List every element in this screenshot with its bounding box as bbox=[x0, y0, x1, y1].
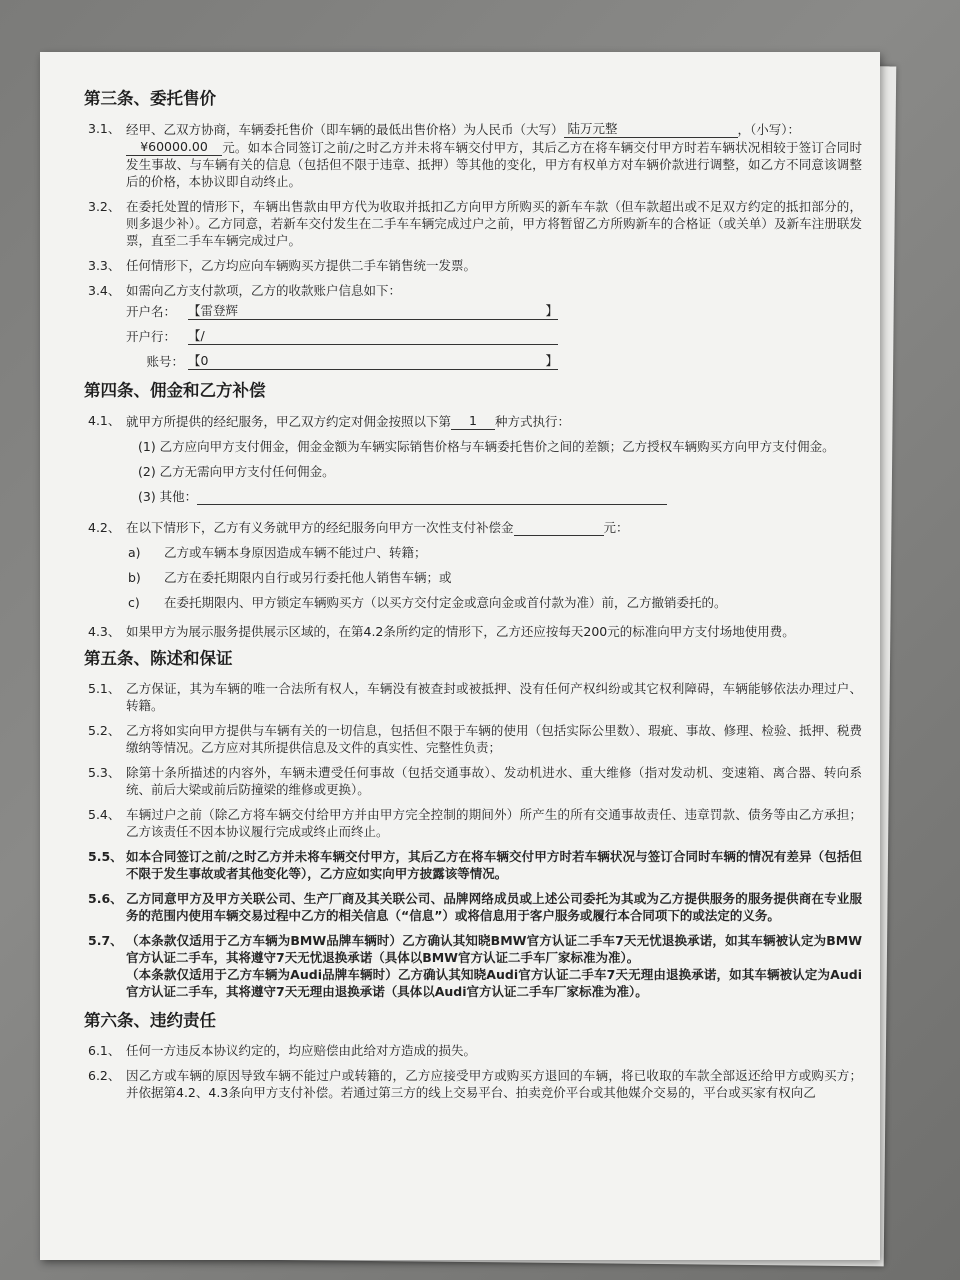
document-content bbox=[84, 90, 862, 1109]
price-capital-field: 陆万元整 bbox=[564, 120, 738, 138]
clause-3-2: 3.2、 在委托处置的情形下，车辆出售款由甲方代为收取并抵扣乙方向甲方所购买的新车车款（但车款超出或不足双方约定的抵扣部分的，则多退少补）。乙方同意，若新车交付发生在二手车车辆完成过户之前，甲方将暂留乙方所购新车的合格证（或关单）及新车注册联发票，直至二手车车辆完成过户。 bbox=[88, 199, 862, 248]
section-3-title: 第三条、委托售价 bbox=[84, 89, 216, 108]
clause-3-1: 3.1、 经甲、乙双方协商，车辆委托售价（即车辆的最低出售价格）为人民币（大写） 陆万元整 ，（小写）： ¥60000.00 元。如本合同签订之前/之时乙方并未将车辆交付甲方，其后乙方在将车辆交付甲方时若车辆状况相较于签订合同时发生事故、与车辆有关的信息（包括但不限于违章、抵押）等其他的变化，甲方有权单方对车辆价款进行调整，如乙方不同意该调整后的价格，本协议即自动终止。 bbox=[88, 121, 862, 189]
account-number-row: 账号： 【0 】 bbox=[146, 353, 558, 369]
account-name-row: 开户名： 【雷登辉 】 bbox=[126, 303, 558, 319]
clause-5-4: 5.4、 车辆过户之前（除乙方将车辆交付给甲方并由甲方完全控制的期间外）所产生的所有交通事故责任、违章罚款、债务等由乙方承担；乙方该责任不因本协议履行完成或终止而终止。 bbox=[88, 807, 862, 839]
clause-3-4: 3.4、 如需向乙方支付款项，乙方的收款账户信息如下： bbox=[88, 283, 402, 298]
clause-5-2: 5.2、 乙方将如实向甲方提供与车辆有关的一切信息，包括但不限于车辆的使用（包括实际公里数）、瑕疵、事故、修理、检验、抵押、税费缴纳等情况。乙方应对其所提供信息及文件的真实性、完整性负责； bbox=[88, 723, 862, 755]
document-page bbox=[40, 52, 880, 1260]
condition-b: b) 乙方在委托期限内自行或另行委托他人销售车辆；或 bbox=[128, 570, 452, 585]
clause-6-2: 6.2、 因乙方或车辆的原因导致车辆不能过户或转籍的，乙方应接受甲方或购买方退回的车辆，将已收取的车款全部返还给甲方或购买方；并依据第4.2、4.3条向甲方支付补偿。若通过第三方的线上交易平台、拍卖竞价平台或其他媒介交易的，平台或买家有权向乙 bbox=[88, 1068, 862, 1100]
section-6-title: 第六条、违约责任 bbox=[84, 1011, 216, 1030]
option-1: (1) 乙方应向甲方支付佣金，佣金金额为车辆实际销售价格与车辆委托售价之间的差额；乙方授权车辆购买方向甲方支付佣金。 bbox=[138, 439, 835, 454]
condition-c: c) 在委托期限内、甲方锁定车辆购买方（以买方交付定金或意向金或首付款为准）前，乙方撤销委托的。 bbox=[128, 595, 727, 610]
account-bank-row: 开户行： 【/ bbox=[126, 327, 862, 345]
clause-4-2: 4.2、 在以下情形下，乙方有义务就甲方的经纪服务向甲方一次性支付补偿金 元： bbox=[88, 520, 629, 535]
clause-3-3: 3.3、 任何情形下，乙方均应向车辆购买方提供二手车销售统一发票。 bbox=[88, 258, 477, 273]
account-name-value: 雷登辉 bbox=[200, 303, 239, 318]
price-amount-field: ¥60000.00 bbox=[126, 138, 222, 156]
clause-6-1: 6.1、 任何一方违反本协议约定的，均应赔偿由此给对方造成的损失。 bbox=[88, 1043, 477, 1058]
clause-5-7-bmw: （本条款仅适用于乙方车辆为BMW品牌车辆时）乙方确认其知晓BMW官方认证二手车7天无忧退换承诺，如其车辆被认定为BMW官方认证二手车，其将遵守7天无忧退换承诺（具体以BMW官方认证二手车厂家标准为准）。 bbox=[126, 933, 862, 965]
condition-a: a) 乙方或车辆本身原因造成车辆不能过户、转籍； bbox=[128, 545, 427, 560]
account-bank-value: / bbox=[200, 328, 205, 343]
compensation-blank bbox=[514, 521, 604, 536]
clause-5-3: 5.3、 除第十条所描述的内容外，车辆未遭受任何事故（包括交通事故）、发动机进水、重大维修（指对发动机、变速箱、离合器、转向系统、前后大梁或前后防撞梁的维修或更换）。 bbox=[88, 765, 862, 797]
clause-5-6: 5.6、 乙方同意甲方及甲方关联公司、生产厂商及其关联公司、品牌网络成员或上述公司委托为其或为乙方提供服务的服务提供商在专业服务的范围内使用车辆交易过程中乙方的相关信息（“信息”）或将信息用于客户服务或履行本合同项下的或法定的义务。 bbox=[88, 891, 862, 923]
option-2: (2) 乙方无需向甲方支付任何佣金。 bbox=[138, 464, 335, 479]
account-number-value: 0 bbox=[200, 353, 209, 368]
section-4-title: 第四条、佣金和乙方补偿 bbox=[84, 381, 266, 400]
clause-5-5: 5.5、 如本合同签订之前/之时乙方并未将车辆交付甲方，其后乙方在将车辆交付甲方时若车辆状况与签订合同时车辆的情况有差异（包括但不限于发生事故或者其他变化等），乙方应如实向甲方披露该等情况。 bbox=[88, 849, 862, 881]
clause-5-7: 5.7、 （本条款仅适用于乙方车辆为BMW品牌车辆时）乙方确认其知晓BMW官方认证二手车7天无忧退换承诺，如其车辆被认定为BMW官方认证二手车，其将遵守7天无忧退换承诺（具体以BMW官方认证二手车厂家标准为准）。 （本条款仅适用于乙方车辆为Audi品牌车辆时）乙方确认其知晓Audi官方认证二手车7天无理由退换承诺，如其车辆被认定为Audi官方认证二手车，其将遵守7天无理由退换承诺（具体以Audi官方认证二手车厂家标准为准）。 bbox=[88, 933, 862, 999]
option-3: (3) 其他： bbox=[138, 488, 862, 505]
clause-5-1: 5.1、 乙方保证，其为车辆的唯一合法所有权人，车辆没有被查封或被抵押、没有任何产权纠纷或其它权利障碍，车辆能够依法办理过户、转籍。 bbox=[88, 681, 862, 713]
clause-4-3: 4.3、 如果甲方为展示服务提供展示区域的，在第4.2条所约定的情形下，乙方还应按每天200元的标准向甲方支付场地使用费。 bbox=[88, 624, 795, 639]
clause-4-1: 4.1、 就甲方所提供的经纪服务，甲乙双方约定对佣金按照以下第 1 种方式执行： bbox=[88, 413, 571, 429]
commission-choice-field: 1 bbox=[451, 412, 495, 430]
section-5-title: 第五条、陈述和保证 bbox=[84, 649, 233, 668]
option-3-blank bbox=[197, 490, 667, 505]
clause-5-7-audi: （本条款仅适用于乙方车辆为Audi品牌车辆时）乙方确认其知晓Audi官方认证二手车7天无理由退换承诺，如其车辆被认定为Audi官方认证二手车，其将遵守7天无理由退换承诺（具体以Audi官方认证二手车厂家标准为准）。 bbox=[126, 967, 862, 999]
